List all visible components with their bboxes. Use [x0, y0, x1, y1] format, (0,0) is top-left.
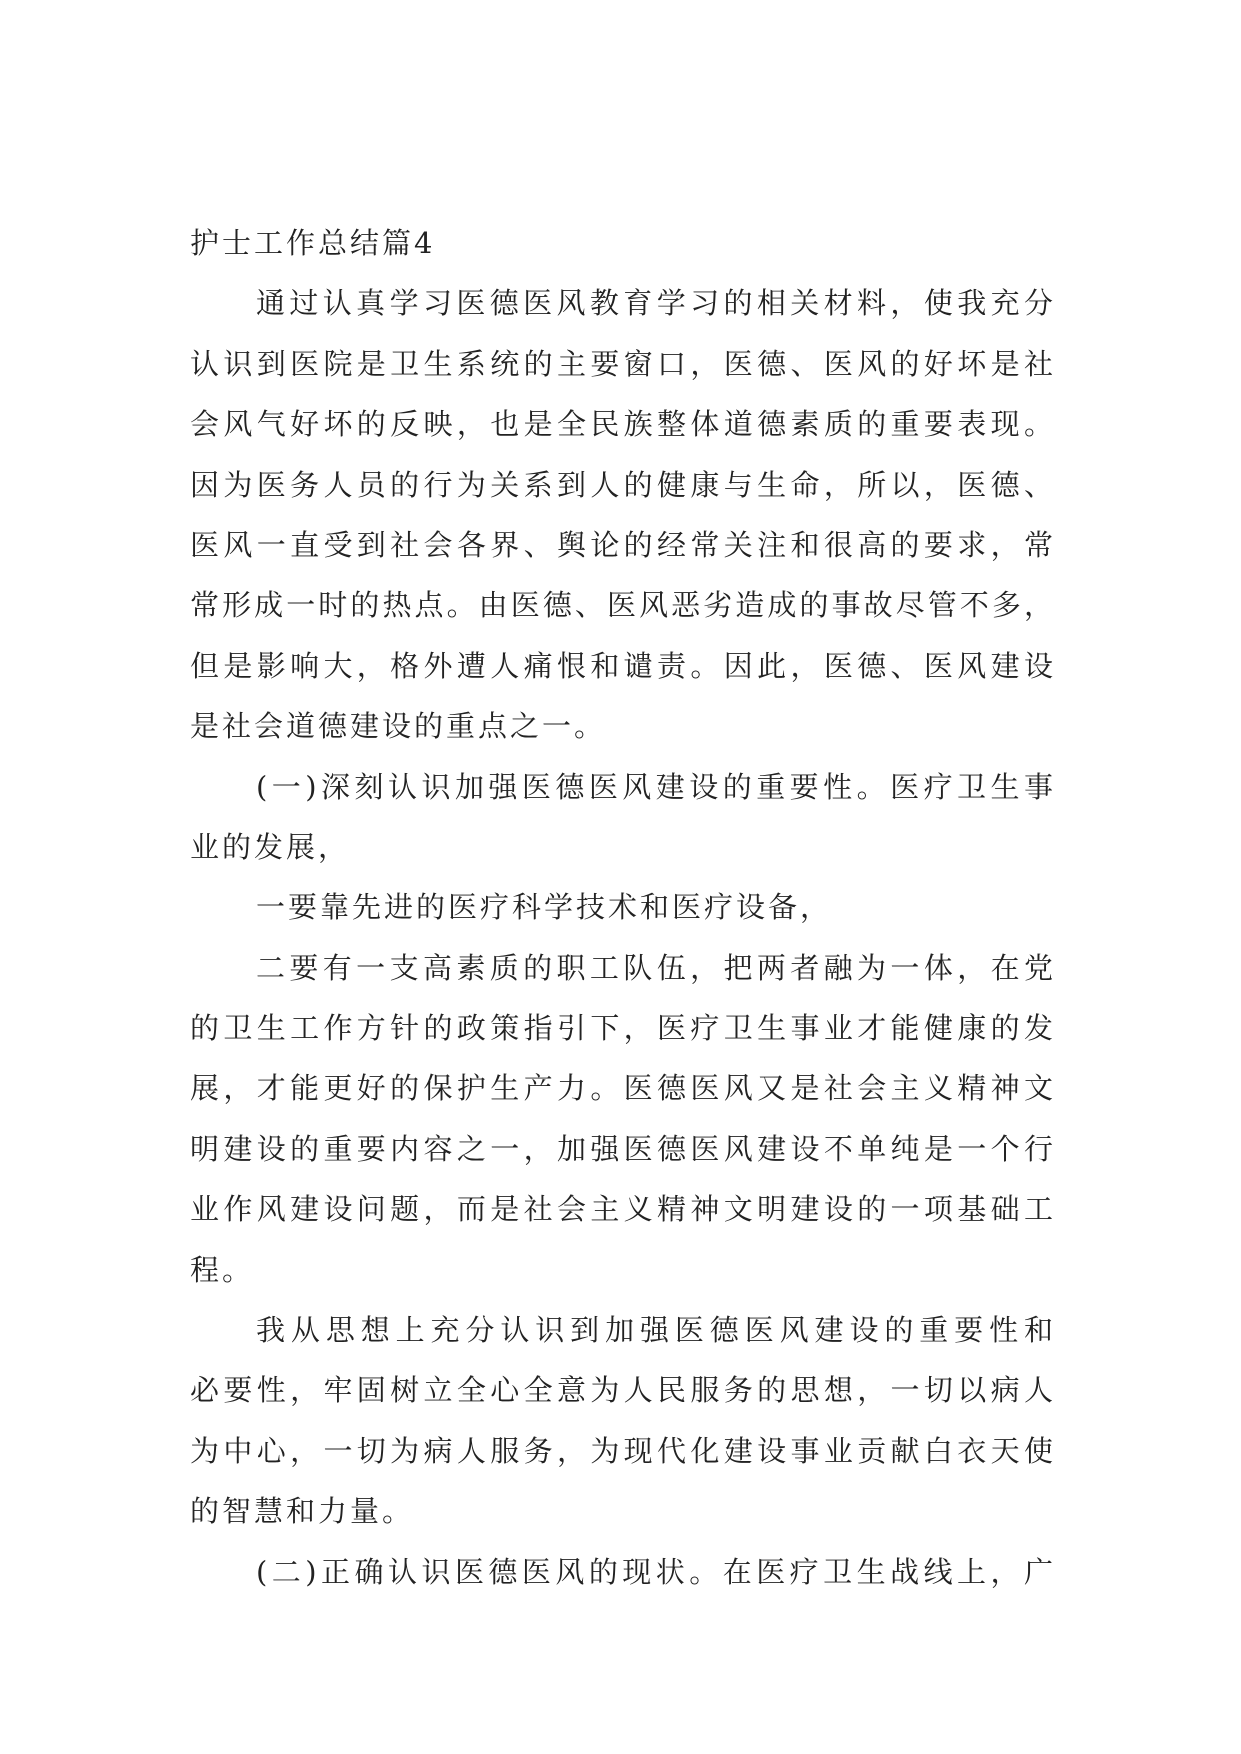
- paragraph-line: 是社会道德建设的重点之一。: [190, 709, 607, 744]
- paragraph: [190, 938, 1056, 1300]
- paragraph-line: 一要靠先进的医疗科学技术和医疗设备，: [256, 890, 833, 925]
- paragraph-line: 医风一直受到社会各界、舆论的经常关注和很高的要求，常: [190, 527, 1056, 562]
- paragraph-line: 展，才能更好的保护生产力。医德医风又是社会主义精神文: [190, 1071, 1056, 1106]
- paragraph-line: 必要性，牢固树立全心全意为人民服务的思想，一切以病人: [190, 1373, 1056, 1408]
- document-body: [190, 213, 1056, 1602]
- paragraph-line: 通过认真学习医德医风教育学习的相关材料，使我充分: [256, 286, 1056, 321]
- paragraph-line: (一)深刻认识加强医德医风建设的重要性。医疗卫生事: [256, 769, 1056, 804]
- paragraph: [190, 877, 1056, 937]
- paragraph: [190, 1300, 1056, 1542]
- paragraph-line: 会风气好坏的反映，也是全民族整体道德素质的重要表现。: [190, 407, 1056, 442]
- paragraph: [190, 273, 1056, 756]
- paragraph-line: 的卫生工作方针的政策指引下，医疗卫生事业才能健康的发: [190, 1011, 1056, 1046]
- paragraph-line: 程。: [190, 1252, 255, 1287]
- paragraph-line: 我从思想上充分认识到加强医德医风建设的重要性和: [256, 1313, 1056, 1348]
- paragraph: [190, 1542, 1056, 1602]
- paragraph-line: 因为医务人员的行为关系到人的健康与生命，所以，医德、: [190, 467, 1056, 502]
- paragraph-line: 明建设的重要内容之一，加强医德医风建设不单纯是一个行: [190, 1131, 1056, 1166]
- paragraph-line: 常形成一时的热点。由医德、医风恶劣造成的事故尽管不多，: [190, 588, 1056, 623]
- paragraph-line: 为中心，一切为病人服务，为现代化建设事业贡献白衣天使: [190, 1433, 1056, 1468]
- paragraph-line: 认识到医院是卫生系统的主要窗口，医德、医风的好坏是社: [190, 346, 1056, 381]
- paragraph: [190, 757, 1056, 878]
- paragraph-line: 业的发展，: [190, 829, 351, 864]
- paragraph-line: 二要有一支高素质的职工队伍，把两者融为一体，在党: [256, 950, 1056, 985]
- paragraph-line: 但是影响大，格外遭人痛恨和谴责。因此，医德、医风建设: [190, 648, 1056, 683]
- document-title: 护士工作总结篇4: [190, 226, 436, 260]
- paragraph-line: 的智慧和力量。: [190, 1494, 415, 1529]
- paragraph-line: (二)正确认识医德医风的现状。在医疗卫生战线上，广: [256, 1554, 1056, 1589]
- paragraph-line: 业作风建设问题，而是社会主义精神文明建设的一项基础工: [190, 1192, 1056, 1227]
